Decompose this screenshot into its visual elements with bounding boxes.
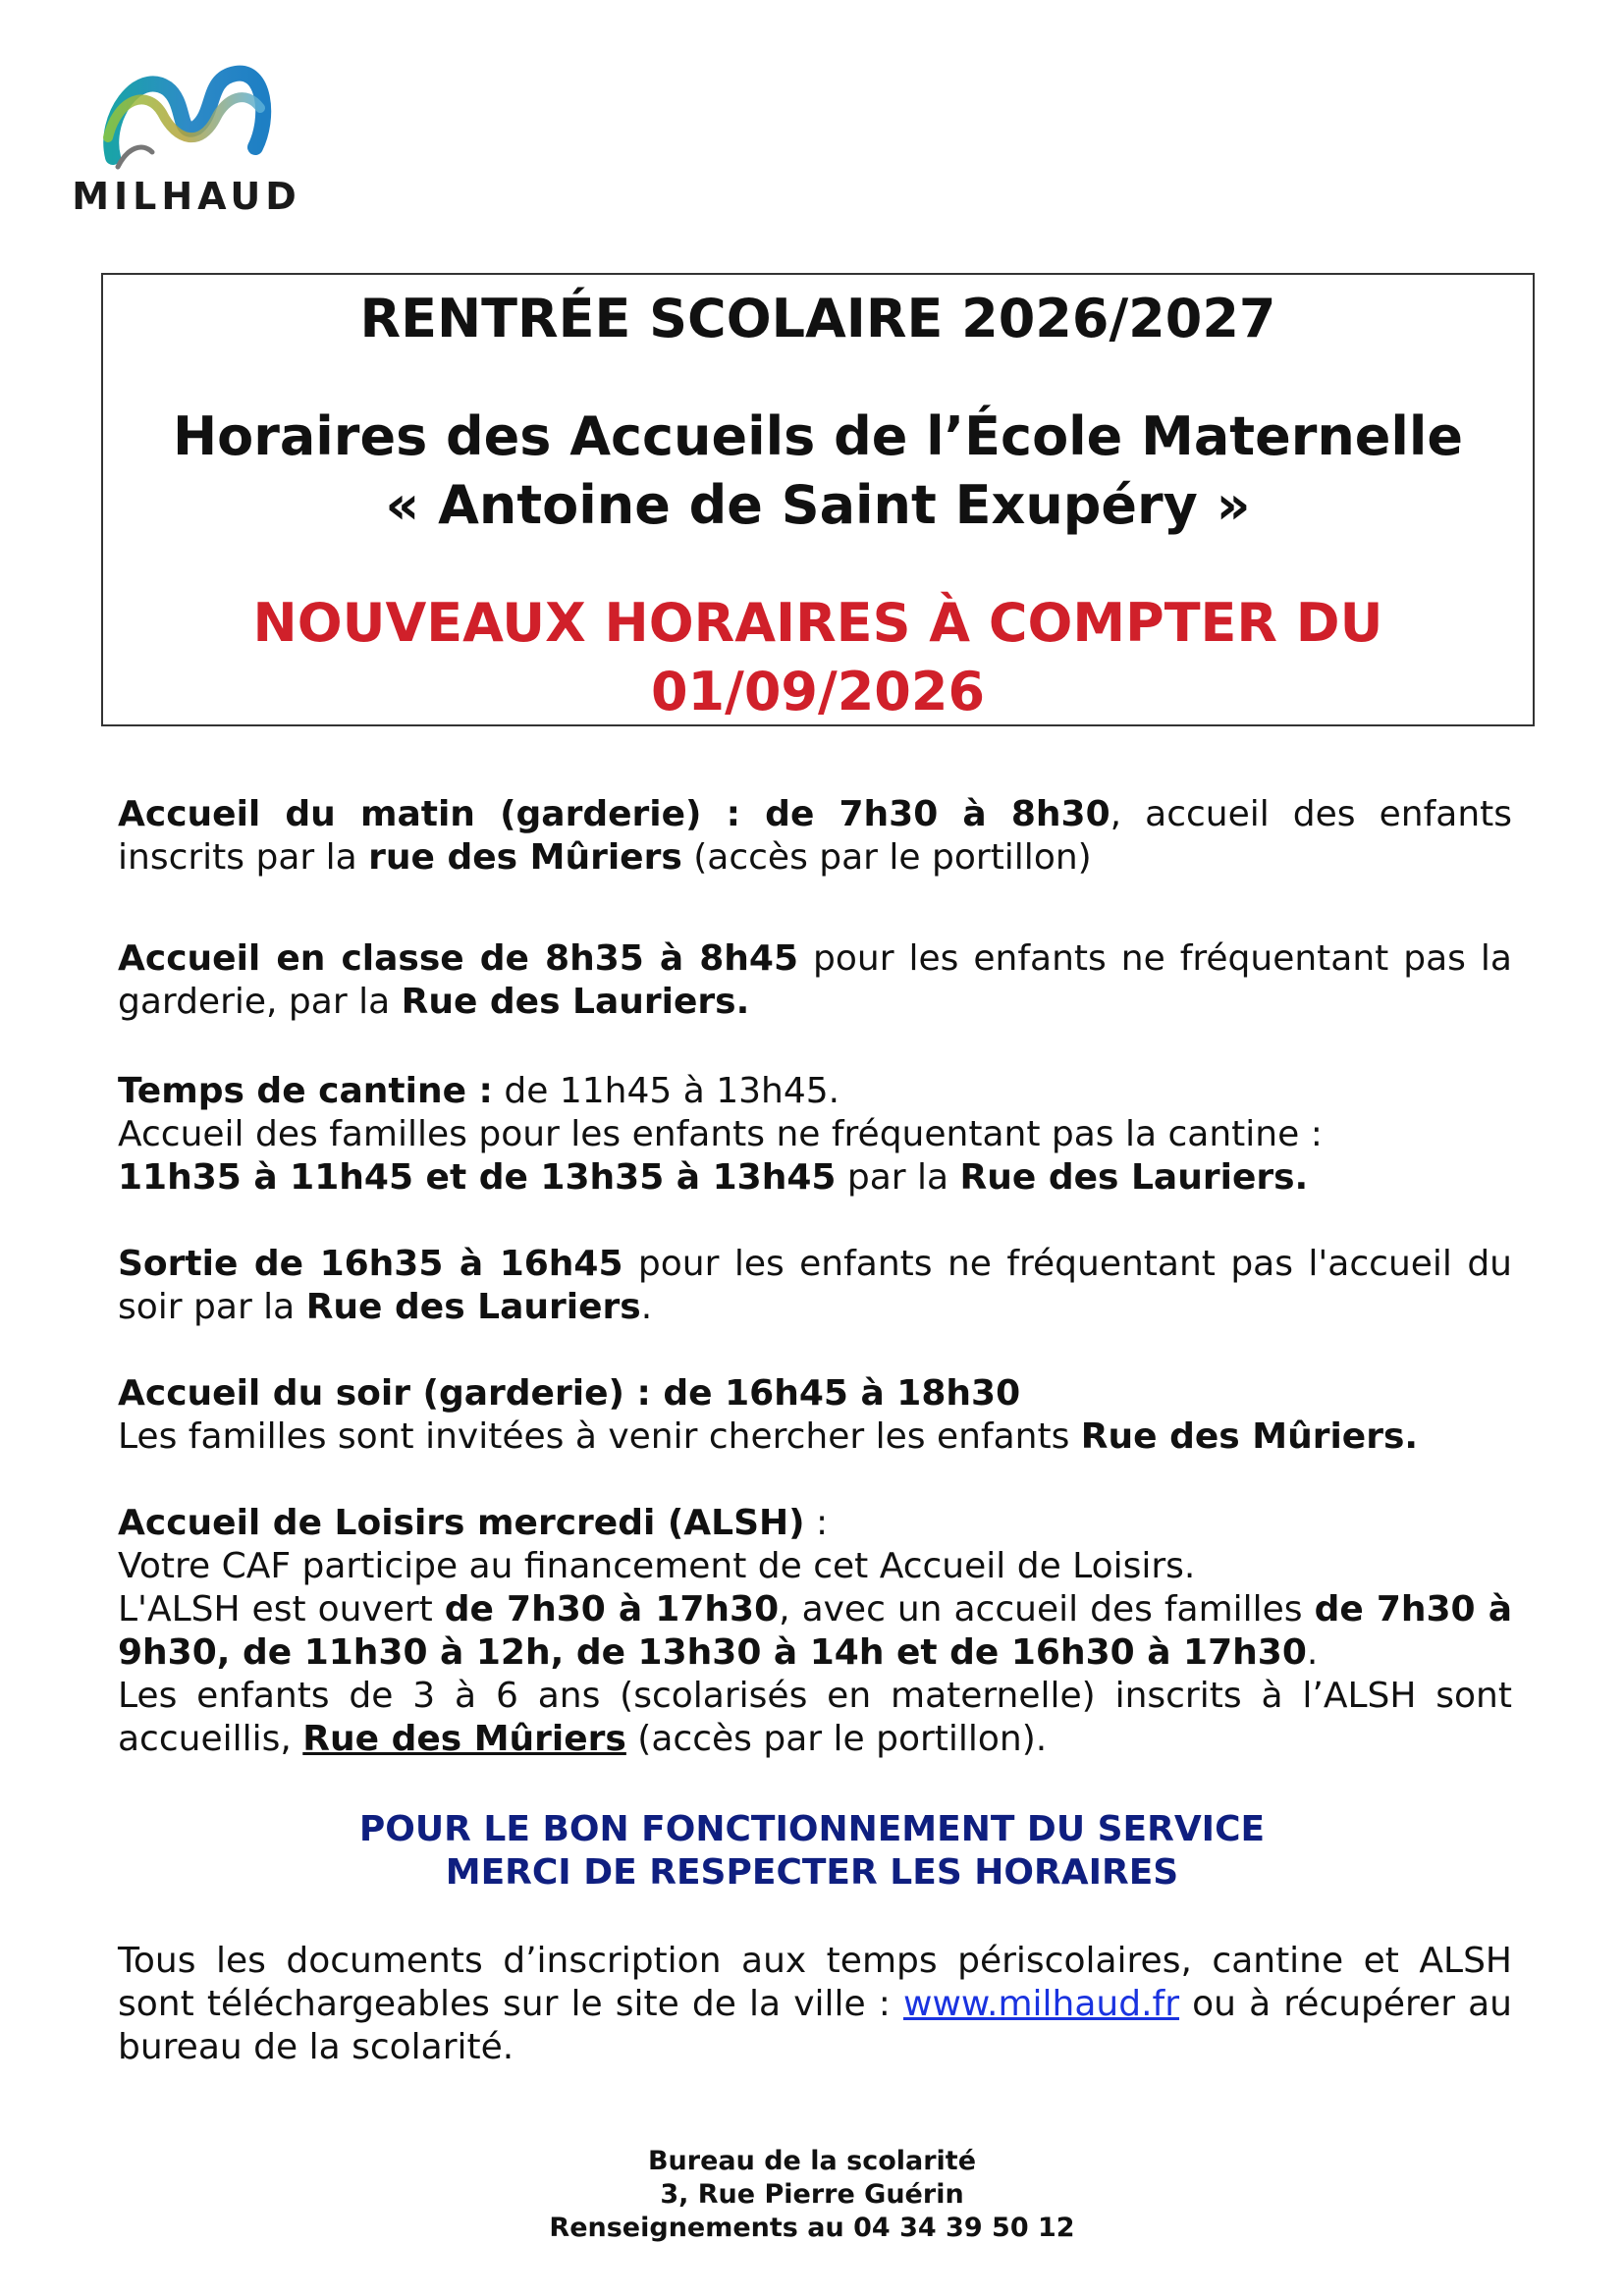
service-notice-line-1: POUR LE BON FONCTIONNEMENT DU SERVICE: [358, 1809, 1266, 1849]
documents-text: Tous les documents d’inscription aux temps périscolaires, cantine et ALSH sont téléchargeables sur le site de la ville :: [118, 1941, 1512, 2024]
alsh-text-5: Les enfants de 3 à 6 ans (scolarisés en maternelle) inscrits à l’ALSH sont accueillis,: [118, 1676, 1512, 1759]
soir-label: Accueil du soir (garderie) : de 16h45 à 18h30: [118, 1373, 1021, 1414]
alsh-text-3: , avec un accueil des familles: [779, 1589, 1315, 1629]
section-alsh: [118, 1502, 1512, 1761]
subtitle-line-2: « Antoine de Saint Exupéry »: [385, 474, 1251, 536]
cantine-hours: de 11h45 à 13h45.: [492, 1071, 840, 1111]
matin-street: rue des Mûriers: [368, 837, 682, 878]
matin-text: , accueil des enfants inscrits par la: [118, 794, 1512, 878]
alsh-caf-line: Votre CAF participe au financement de cet Accueil de Loisirs.: [118, 1546, 1196, 1586]
footer-address: 3, Rue Pierre Guérin: [660, 2179, 964, 2210]
sortie-label: Sortie de 16h35 à 16h45: [118, 1244, 623, 1284]
milhaud-logo-icon: [98, 59, 285, 177]
section-accueil-matin: [118, 793, 1512, 880]
section-sortie: [118, 1243, 1512, 1329]
website-link[interactable]: www.milhaud.fr: [903, 1984, 1180, 2024]
cantine-line-2: Accueil des familles pour les enfants ne fréquentant pas la cantine :: [118, 1114, 1323, 1154]
cantine-family-hours: 11h35 à 11h45 et de 13h35 à 13h45: [118, 1157, 837, 1198]
section-cantine: [118, 1070, 1512, 1200]
sortie-text-2: .: [640, 1287, 653, 1327]
documents-text-2: ou à récupérer au bureau de la scolarité.: [118, 1984, 1512, 2067]
cantine-text-3: par la: [836, 1157, 960, 1198]
alsh-text-4: .: [1306, 1632, 1319, 1673]
notice-line-1: NOUVEAUX HORAIRES À COMPTER DU: [252, 592, 1383, 654]
new-schedule-notice: [103, 589, 1533, 726]
matin-text-2: (accès par le portillon): [681, 837, 1092, 878]
milhaud-logo: [69, 59, 314, 226]
cantine-street: Rue des Lauriers.: [959, 1157, 1309, 1198]
classe-street: Rue des Lauriers.: [401, 982, 750, 1022]
soir-text: Les familles sont invitées à venir chercher les enfants: [118, 1416, 1081, 1457]
classe-text: pour les enfants ne fréquentant pas la garderie, par la: [118, 938, 1512, 1022]
alsh-family-hours: de 7h30 à 9h30, de 11h30 à 12h, de 13h30 à 14h et de 16h30 à 17h30: [118, 1589, 1512, 1673]
alsh-label: Accueil de Loisirs mercredi (ALSH): [118, 1503, 805, 1543]
subtitle-line-1: Horaires des Accueils de l’École Maternelle: [172, 405, 1464, 467]
classe-label: Accueil en classe de 8h35 à 8h45: [118, 938, 799, 979]
sortie-text: pour les enfants ne fréquentant pas l'accueil du soir par la: [118, 1244, 1512, 1327]
alsh-hours: de 7h30 à 17h30: [444, 1589, 780, 1629]
alsh-text-2: L'ALSH est ouvert: [118, 1589, 445, 1629]
page-title: RENTRÉE SCOLAIRE 2026/2027: [359, 288, 1276, 349]
notice-date: 01/09/2026: [650, 661, 986, 722]
page-subtitle: [103, 402, 1533, 540]
title-box: [101, 273, 1535, 726]
footer-phone: Renseignements au 04 34 39 50 12: [549, 2213, 1075, 2243]
logo-wordmark: MILHAUD: [72, 175, 301, 218]
cantine-label: Temps de cantine :: [118, 1071, 493, 1111]
alsh-text-6: (accès par le portillon).: [625, 1719, 1048, 1759]
alsh-label-suffix: :: [804, 1503, 829, 1543]
footer-office: Bureau de la scolarité: [647, 2146, 977, 2176]
service-notice-line-2: MERCI DE RESPECTER LES HORAIRES: [445, 1852, 1179, 1893]
section-accueil-classe: [118, 937, 1512, 1024]
section-accueil-soir: [118, 1372, 1512, 1459]
footer-contact: [0, 2145, 1624, 2245]
sortie-street: Rue des Lauriers: [305, 1287, 641, 1327]
section-documents: [118, 1940, 1512, 2069]
matin-label: Accueil du matin (garderie) : de 7h30 à 8h30: [118, 794, 1110, 834]
service-notice: [0, 1808, 1624, 1895]
alsh-street: Rue des Mûriers: [302, 1719, 626, 1759]
soir-street: Rue des Mûriers.: [1080, 1416, 1419, 1457]
